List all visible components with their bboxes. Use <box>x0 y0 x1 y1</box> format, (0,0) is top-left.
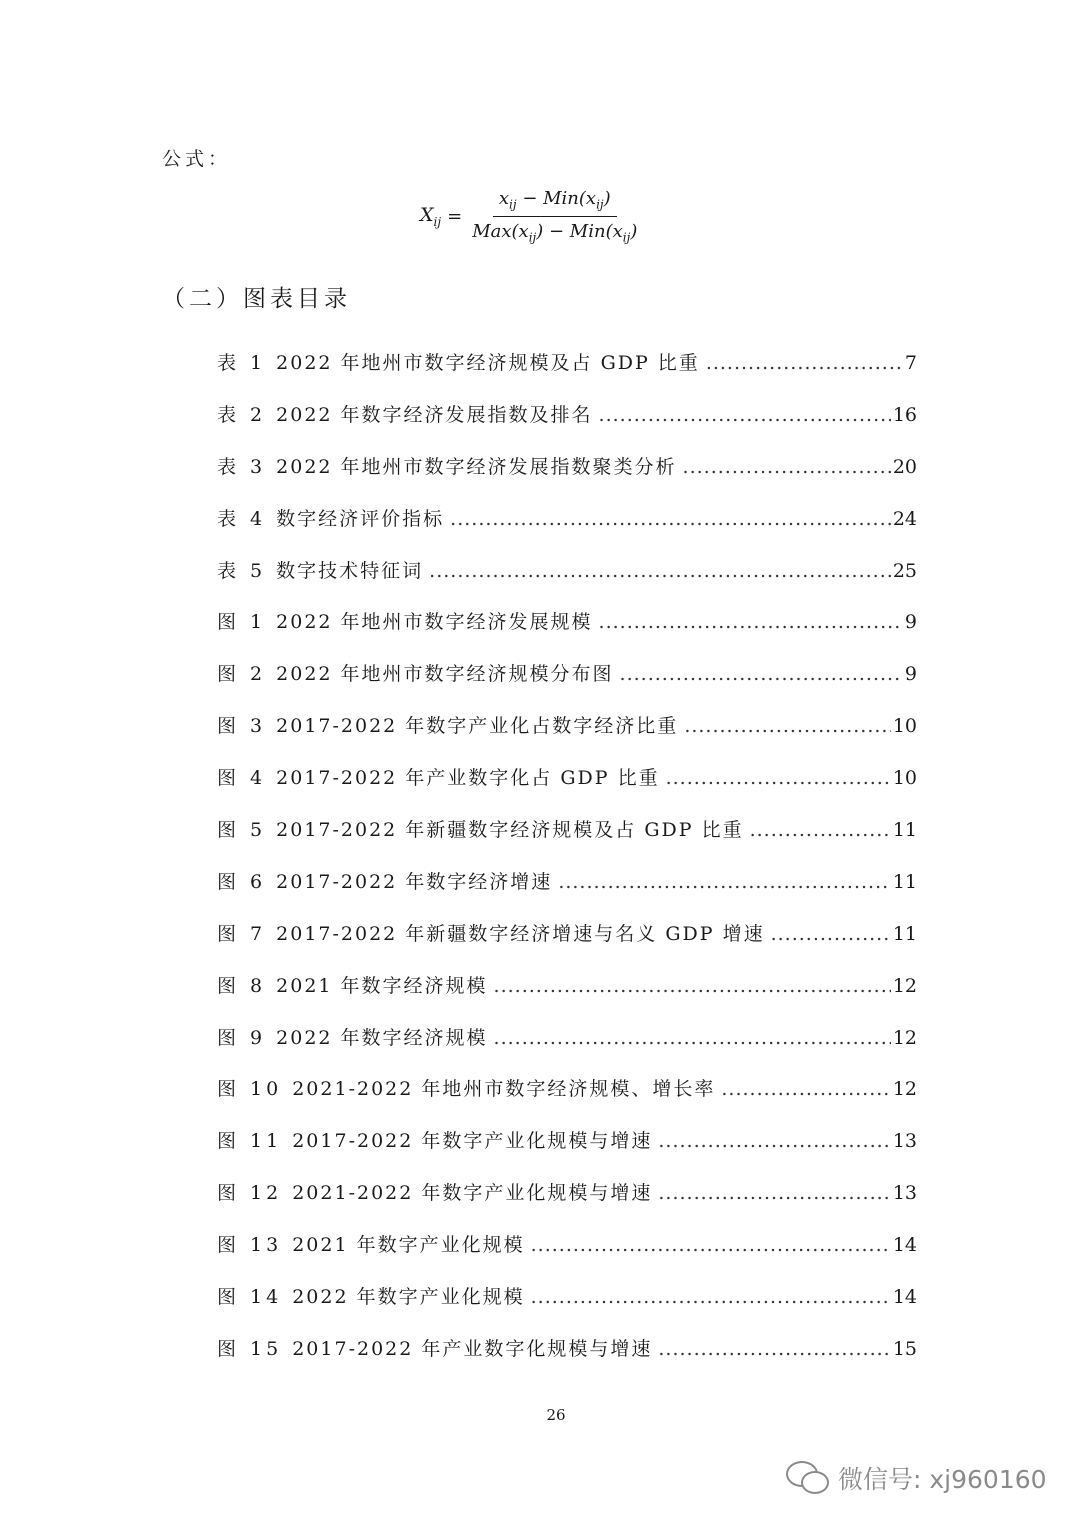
toc-entry-page: 16 <box>892 403 917 426</box>
toc-entry-label: 图 10 <box>217 1078 283 1101</box>
toc-entry[interactable] <box>217 1334 917 1386</box>
toc-entry-page: 24 <box>892 507 917 530</box>
toc-dot-leader <box>658 1130 890 1152</box>
toc-entry-title: 2017-2022 年数字产业化占数字经济比重 <box>276 715 679 738</box>
toc-entry-page: 20 <box>892 455 917 478</box>
toc-dot-leader <box>599 611 903 633</box>
toc-entry-page: 14 <box>892 1234 917 1257</box>
formula-equals: = <box>447 205 463 227</box>
toc-dot-leader <box>706 352 903 374</box>
toc-dot-leader <box>658 1182 890 1204</box>
toc-dot-leader <box>666 767 891 789</box>
toc-entry-page: 12 <box>892 974 917 997</box>
toc-entry-label: 表 1 <box>217 352 267 374</box>
toc-entry[interactable] <box>217 1230 917 1282</box>
toc-entry[interactable] <box>217 763 917 815</box>
toc-dot-leader <box>494 1027 891 1049</box>
toc-entry-label: 图 3 <box>217 715 267 738</box>
normalization-formula <box>420 186 641 246</box>
toc-entry-title: 2022 年地州市数字经济发展指数聚类分析 <box>276 455 677 478</box>
toc-entry-label: 图 7 <box>217 922 267 945</box>
toc-entry-page: 11 <box>892 922 917 945</box>
toc-dot-leader <box>450 508 891 530</box>
toc-entry-page: 12 <box>892 1026 917 1049</box>
toc-entry-page: 10 <box>892 767 917 790</box>
toc-entry-title: 2021-2022 年数字产业化规模与增速 <box>292 1182 653 1205</box>
toc-entry[interactable] <box>217 400 917 452</box>
toc-dot-leader <box>721 1078 890 1100</box>
toc-entry-page: 11 <box>892 870 917 893</box>
toc-entry-label: 图 6 <box>217 870 267 893</box>
toc-entry[interactable] <box>217 971 917 1023</box>
toc-entry[interactable] <box>217 659 917 711</box>
toc-dot-leader <box>771 923 891 945</box>
toc-entry-title: 2017-2022 年新疆数字经济增速与名义 GDP 增速 <box>276 922 765 945</box>
table-of-figures <box>217 348 917 1386</box>
toc-entry-title: 2017-2022 年产业数字化规模与增速 <box>292 1337 653 1360</box>
toc-entry-title: 2021 年数字经济规模 <box>276 974 488 997</box>
section-heading: （二）图表目录 <box>162 286 351 312</box>
toc-dot-leader <box>750 819 891 841</box>
toc-entry-page: 9 <box>904 663 917 686</box>
toc-entry-page: 14 <box>892 1286 917 1309</box>
toc-entry-page: 7 <box>904 352 917 374</box>
toc-entry[interactable] <box>217 348 917 400</box>
toc-entry-label: 图 13 <box>217 1234 283 1257</box>
wechat-icon <box>786 1461 830 1495</box>
toc-entry[interactable] <box>217 607 917 659</box>
toc-entry[interactable] <box>217 867 917 919</box>
toc-entry-title: 2022 年数字经济规模 <box>276 1026 488 1049</box>
toc-entry-title: 2017-2022 年数字产业化规模与增速 <box>292 1130 653 1153</box>
toc-entry-label: 图 4 <box>217 767 267 790</box>
toc-dot-leader <box>531 1234 891 1256</box>
toc-entry-title: 2022 年地州市数字经济规模及占 GDP 比重 <box>276 352 700 374</box>
watermark-text: 微信号: xj960160 <box>838 1465 1047 1494</box>
toc-entry-page: 13 <box>892 1130 917 1153</box>
toc-entry-label: 图 8 <box>217 974 267 997</box>
toc-dot-leader <box>531 1286 891 1308</box>
toc-entry-label: 图 11 <box>217 1130 283 1153</box>
toc-entry-title: 2022 年数字产业化规模 <box>292 1286 525 1309</box>
toc-entry[interactable] <box>217 711 917 763</box>
toc-entry-label: 图 2 <box>217 663 267 686</box>
wechat-watermark <box>786 1456 1047 1500</box>
toc-entry-label: 图 12 <box>217 1182 283 1205</box>
toc-dot-leader <box>558 871 891 893</box>
toc-entry-label: 图 5 <box>217 819 267 842</box>
toc-entry[interactable] <box>217 556 917 608</box>
toc-dot-leader <box>683 456 891 478</box>
toc-entry-page: 13 <box>892 1182 917 1205</box>
toc-entry-title: 2017-2022 年数字经济增速 <box>276 870 553 893</box>
toc-dot-leader <box>620 663 903 685</box>
toc-dot-leader <box>429 560 891 582</box>
toc-entry-page: 12 <box>892 1078 917 1101</box>
toc-entry[interactable] <box>217 1178 917 1230</box>
toc-entry-label: 图 15 <box>217 1337 283 1360</box>
toc-entry-title: 2017-2022 年新疆数字经济规模及占 GDP 比重 <box>276 819 744 842</box>
toc-entry-title: 2022 年数字经济发展指数及排名 <box>276 403 593 426</box>
toc-entry-title: 2017-2022 年产业数字化占 GDP 比重 <box>276 767 660 790</box>
toc-entry[interactable] <box>217 504 917 556</box>
toc-entry-label: 表 2 <box>217 403 267 426</box>
toc-entry-page: 9 <box>904 611 917 634</box>
toc-entry[interactable] <box>217 815 917 867</box>
toc-entry-title: 数字经济评价指标 <box>276 507 445 530</box>
toc-entry-label: 图 14 <box>217 1286 283 1309</box>
toc-dot-leader <box>599 404 891 426</box>
toc-entry-label: 表 5 <box>217 559 267 582</box>
toc-entry-page: 25 <box>892 559 917 582</box>
toc-entry-label: 图 9 <box>217 1026 267 1049</box>
toc-entry[interactable] <box>217 1023 917 1075</box>
toc-entry-label: 表 3 <box>217 455 267 478</box>
formula-denominator: $Max(x_{ij}) - Min(x_{ij})$ <box>472 220 638 245</box>
page-number: 26 <box>546 1406 566 1424</box>
toc-entry-label: 表 4 <box>217 507 267 530</box>
toc-dot-leader <box>684 715 891 737</box>
toc-entry-title: 2021 年数字产业化规模 <box>292 1234 525 1257</box>
formula-numerator: $x_{ij} - Min(x_{ij})$ <box>493 188 617 217</box>
toc-entry-page: 15 <box>892 1337 917 1360</box>
formula-label: 公式： <box>162 148 232 170</box>
toc-dot-leader <box>494 975 891 997</box>
toc-entry-title: 2022 年地州市数字经济规模分布图 <box>276 663 614 686</box>
toc-dot-leader <box>658 1338 890 1360</box>
toc-entry[interactable] <box>217 1282 917 1334</box>
toc-entry-title: 2022 年地州市数字经济发展规模 <box>276 611 593 634</box>
toc-entry-title: 数字技术特征词 <box>276 559 424 582</box>
toc-entry-label: 图 1 <box>217 611 267 634</box>
toc-entry[interactable] <box>217 1074 917 1126</box>
toc-entry-page: 11 <box>892 819 917 842</box>
formula-lhs: $X_{ij}$ <box>420 203 442 229</box>
formula-fraction <box>468 188 641 244</box>
toc-entry-page: 10 <box>892 715 917 738</box>
toc-entry-title: 2021-2022 年地州市数字经济规模、增长率 <box>292 1078 716 1101</box>
toc-entry[interactable] <box>217 452 917 504</box>
toc-entry[interactable] <box>217 1126 917 1178</box>
toc-entry[interactable] <box>217 919 917 971</box>
